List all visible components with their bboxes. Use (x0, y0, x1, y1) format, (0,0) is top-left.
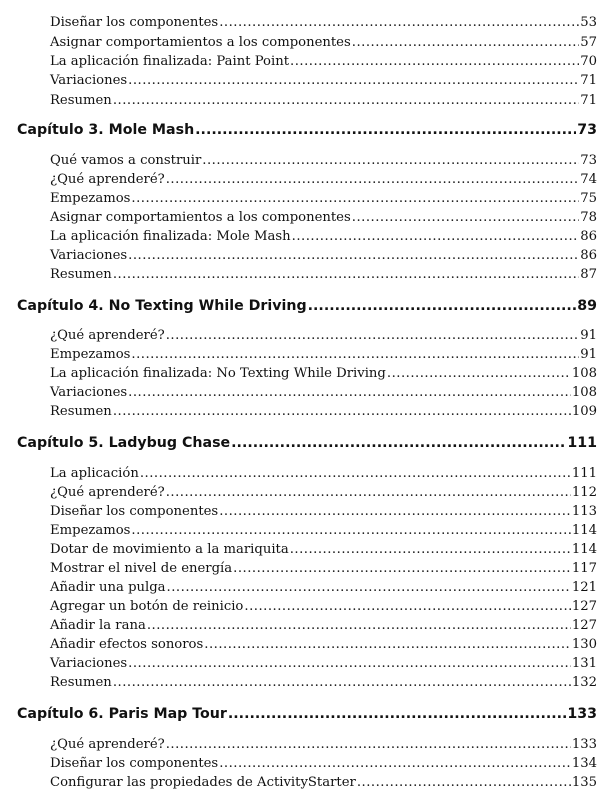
toc-entry[interactable] (50, 774, 597, 791)
entry-title: Dotar de movimiento a la mariquita (50, 542, 289, 557)
chapter-heading[interactable] (17, 433, 597, 453)
toc-entry[interactable] (50, 53, 597, 70)
leader-dots (244, 598, 570, 615)
entry-page: 117 (571, 561, 597, 576)
chapter-title: Capítulo 3. Mole Mash (17, 122, 195, 138)
leader-dots (128, 384, 571, 401)
leader-dots (231, 433, 566, 453)
entry-title: Diseñar los componentes (50, 504, 219, 519)
entry-page: 114 (571, 542, 597, 557)
entry-title: Asignar comportamientos a los componentes (50, 210, 351, 225)
leader-dots (204, 636, 571, 653)
toc-entry[interactable] (50, 327, 597, 344)
entry-page: 112 (571, 485, 597, 500)
chapter-page: 89 (577, 298, 597, 314)
entry-title: Añadir una pulga (50, 580, 166, 595)
entry-page: 91 (580, 328, 597, 343)
toc-entry[interactable] (50, 403, 597, 420)
chapter-heading[interactable] (17, 704, 597, 724)
entry-title: Empezamos (50, 523, 131, 538)
entry-title: Empezamos (50, 347, 131, 362)
toc-entry[interactable] (50, 247, 597, 264)
toc-entry[interactable] (50, 617, 597, 634)
entry-title: La aplicación (50, 466, 139, 481)
toc-entry[interactable] (50, 560, 597, 577)
toc-entry[interactable] (50, 365, 597, 382)
toc-entry[interactable] (50, 72, 597, 89)
chapter-title: Capítulo 5. Ladybug Chase (17, 435, 231, 451)
chapter-page: 111 (567, 435, 597, 451)
entry-page: 121 (571, 580, 597, 595)
entry-page: 73 (580, 153, 597, 168)
leader-dots (219, 14, 579, 31)
toc-entry[interactable] (50, 209, 597, 226)
leader-dots (292, 228, 580, 245)
entry-title: Resumen (50, 93, 112, 108)
entry-page: 127 (571, 618, 597, 633)
entry-title: Diseñar los componentes (50, 756, 219, 771)
entry-page: 135 (571, 775, 597, 790)
toc-entry[interactable] (50, 228, 597, 245)
toc-entry[interactable] (50, 579, 597, 596)
leader-dots (387, 365, 571, 382)
leader-dots (147, 617, 571, 634)
entry-page: 108 (571, 366, 597, 381)
entry-page: 70 (580, 54, 597, 69)
chapter-title: Capítulo 4. No Texting While Driving (17, 298, 307, 314)
leader-dots (233, 560, 571, 577)
entry-title: ¿Qué aprenderé? (50, 485, 165, 500)
entry-title: La aplicación finalizada: Mole Mash (50, 229, 291, 244)
leader-dots (166, 171, 580, 188)
chapter-page: 133 (567, 706, 597, 722)
toc-entry[interactable] (50, 190, 597, 207)
leader-dots (352, 34, 579, 51)
entry-page: 71 (580, 73, 597, 88)
entry-title: Qué vamos a construir (50, 153, 202, 168)
entry-page: 74 (580, 172, 597, 187)
entry-title: La aplicación finalizada: Paint Point (50, 54, 289, 69)
entry-title: Empezamos (50, 191, 131, 206)
entry-title: Mostrar el nivel de energía (50, 561, 233, 576)
leader-dots (140, 465, 571, 482)
entry-title: Resumen (50, 675, 112, 690)
toc-entry[interactable] (50, 674, 597, 691)
leader-dots (166, 736, 571, 753)
chapter-page: 73 (577, 122, 597, 138)
toc-entry[interactable] (50, 755, 597, 772)
entry-title: Resumen (50, 404, 112, 419)
toc-entry[interactable] (50, 503, 597, 520)
toc-entry[interactable] (50, 384, 597, 401)
toc-entry[interactable] (50, 636, 597, 653)
entry-page: 71 (580, 93, 597, 108)
chapter-heading[interactable] (17, 120, 597, 140)
entry-title: Variaciones (50, 73, 128, 88)
entry-title: Añadir la rana (50, 618, 146, 633)
toc-entry[interactable] (50, 152, 597, 169)
entry-page: 57 (580, 35, 597, 50)
toc-entry[interactable] (50, 655, 597, 672)
leader-dots (195, 120, 576, 140)
toc-entry[interactable] (50, 14, 597, 31)
entry-page: 86 (580, 248, 597, 263)
leader-dots (128, 247, 579, 264)
leader-dots (166, 484, 571, 501)
leader-dots (290, 53, 579, 70)
leader-dots (352, 209, 579, 226)
leader-dots (219, 503, 571, 520)
leader-dots (113, 92, 579, 109)
entry-page: 87 (580, 267, 597, 282)
toc-entry[interactable] (50, 465, 597, 482)
toc-entry[interactable] (50, 736, 597, 753)
entry-title: Configurar las propiedades de ActivityStarter (50, 775, 356, 790)
leader-dots (131, 346, 579, 363)
leader-dots (131, 190, 579, 207)
entry-page: 113 (571, 504, 597, 519)
chapter-title: Capítulo 6. Paris Map Tour (17, 706, 227, 722)
leader-dots (113, 266, 579, 283)
entry-page: 111 (571, 466, 597, 481)
entry-page: 132 (571, 675, 597, 690)
entry-page: 86 (580, 229, 597, 244)
entry-title: Asignar comportamientos a los componentes (50, 35, 351, 50)
entry-page: 134 (571, 756, 597, 771)
toc-entry[interactable] (50, 598, 597, 615)
entry-page: 133 (571, 737, 597, 752)
toc-entry[interactable] (50, 171, 597, 188)
entry-title: ¿Qué aprenderé? (50, 737, 165, 752)
leader-dots (290, 541, 571, 558)
entry-page: 53 (580, 15, 597, 30)
toc-entry[interactable] (50, 522, 597, 539)
entry-page: 114 (571, 523, 597, 538)
entry-page: 91 (580, 347, 597, 362)
leader-dots (202, 152, 579, 169)
leader-dots (167, 579, 571, 596)
toc-entry[interactable] (50, 92, 597, 109)
entry-title: Añadir efectos sonoros (50, 637, 204, 652)
entry-page: 108 (571, 385, 597, 400)
leader-dots (308, 296, 577, 316)
leader-dots (357, 774, 571, 791)
toc-entry[interactable] (50, 541, 597, 558)
entry-page: 131 (571, 656, 597, 671)
entry-title: Resumen (50, 267, 112, 282)
entry-title: ¿Qué aprenderé? (50, 172, 165, 187)
entry-page: 130 (571, 637, 597, 652)
toc-entry[interactable] (50, 346, 597, 363)
entry-title: Variaciones (50, 656, 128, 671)
toc-entry[interactable] (50, 266, 597, 283)
entry-page: 109 (571, 404, 597, 419)
entry-title: Variaciones (50, 248, 128, 263)
leader-dots (219, 755, 571, 772)
leader-dots (113, 403, 571, 420)
entry-title: Variaciones (50, 385, 128, 400)
toc-entry[interactable] (50, 34, 597, 51)
leader-dots (128, 655, 571, 672)
entry-title: Diseñar los componentes (50, 15, 219, 30)
leader-dots (228, 704, 566, 724)
leader-dots (128, 72, 579, 89)
chapter-heading[interactable] (17, 296, 597, 316)
entry-title: ¿Qué aprenderé? (50, 328, 165, 343)
entry-title: Agregar un botón de reinicio (50, 599, 244, 614)
leader-dots (113, 674, 571, 691)
entry-page: 78 (580, 210, 597, 225)
leader-dots (131, 522, 570, 539)
leader-dots (166, 327, 580, 344)
entry-page: 75 (580, 191, 597, 206)
entry-title: La aplicación finalizada: No Texting While Driving (50, 366, 386, 381)
toc-entry[interactable] (50, 484, 597, 501)
entry-page: 127 (571, 599, 597, 614)
